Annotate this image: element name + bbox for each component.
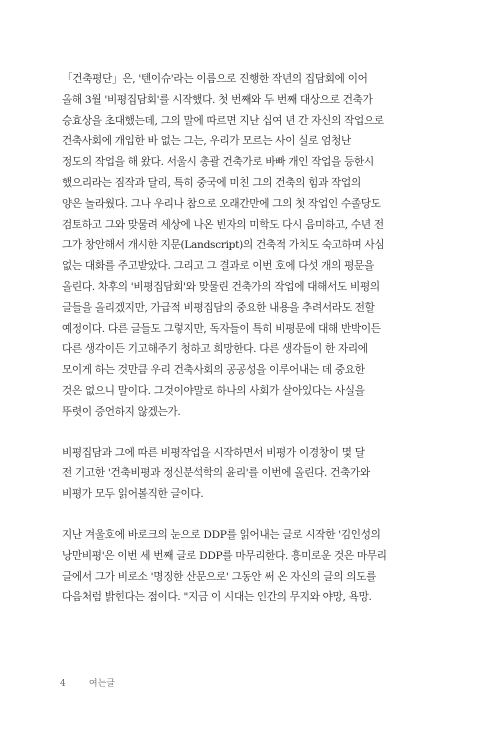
text-line: 그가 창안해서 개시한 지문(Landscript)의 건축적 가치도 숙고하며 사심 [62, 239, 385, 252]
text-line: 건축사회에 개입한 바 없는 그는, 우리가 모르는 사이 실로 엄청난 [62, 135, 351, 148]
text-line: 다음처럼 밝힌다는 점이다. "지금 이 시대는 인간의 무지와 야망, 욕망. [62, 591, 372, 604]
text-line: 지난 겨울호에 바로크의 눈으로 DDP를 읽어내는 글로 시작한 '김인성의 [62, 528, 381, 541]
text-line: 낭만비평'은 이번 세 번째 글로 DDP를 마무리한다. 흥미로운 것은 마무리 [62, 549, 387, 562]
paragraph [62, 443, 376, 505]
paragraph [62, 69, 385, 423]
text-line: 모이게 하는 것만큼 우리 건축사회의 공공성을 이루어내는 데 중요한 [62, 364, 365, 377]
text-line: 올해 3월 '비평집담회'를 시작했다. 첫 번째와 두 번째 대상으로 건축가 [62, 93, 373, 106]
text-line: 전 기고한 '건축비평과 정신분석학의 윤리'를 이번에 올린다. 건축가와 [62, 467, 370, 480]
text-line: 다른 생각이든 기고해주기 청하고 희망한다. 다른 생각들이 한 자리에 [62, 343, 368, 356]
text-line: 「건축평단」은, '텐이슈'라는 이름으로 진행한 작년의 집담회에 이어 [62, 73, 368, 85]
text-line: 정도의 작업을 해 왔다. 서울시 총괄 건축가로 바빠 개인 작업을 등한시 [62, 156, 374, 169]
page-number: 4 [60, 679, 66, 689]
text-line: 것은 없으니 말이다. 그것이야말로 하나의 사회가 살아있다는 사실을 [62, 384, 365, 397]
text-line: 했으리라는 짐작과 달리, 특히 중국에 미친 그의 건축의 힘과 작업의 [62, 176, 361, 189]
text-line: 글들을 올리겠지만, 가급적 비평집담의 중요한 내용을 추려서라도 전할 [62, 301, 375, 314]
text-line: 비평집담과 그에 따른 비평작업을 시작하면서 비평가 이경창이 몇 달 [62, 446, 365, 459]
text-line: 비평가 모두 읽어볼직한 글이다. [62, 488, 204, 501]
text-line: 양은 놀라웠다. 그나 우리나 참으로 오래간만에 그의 첫 작업인 수졸당도 [62, 197, 381, 210]
page-footer [60, 676, 115, 689]
text-line: 검토하고 그와 맞물려 세상에 나온 빈자의 미학도 다시 음미하고, 수년 전 [62, 218, 384, 231]
text-line: 글에서 그가 비로소 '명징한 산문으로' 그동안 써 온 자신의 글의 의도를 [62, 570, 377, 583]
body-text [62, 69, 387, 608]
text-line: 뚜렷이 증언하지 않겠는가. [62, 405, 181, 418]
paragraph [62, 525, 387, 608]
text-line: 올린다. 차후의 '비평집담회'와 맞물린 건축가의 작업에 대해서도 비평의 [62, 280, 380, 293]
text-line: 예정이다. 다른 글들도 그렇지만, 독자들이 특히 비평문에 대해 반박이든 [62, 322, 381, 335]
text-line: 승효상을 초대했는데, 그의 말에 따르면 지난 십여 년 간 자신의 작업으로 [62, 114, 384, 127]
text-line: 없는 대화를 주고받았다. 그리고 그 결과로 이번 호에 다섯 개의 평문을 [62, 260, 374, 273]
running-title: 여는글 [88, 679, 115, 689]
